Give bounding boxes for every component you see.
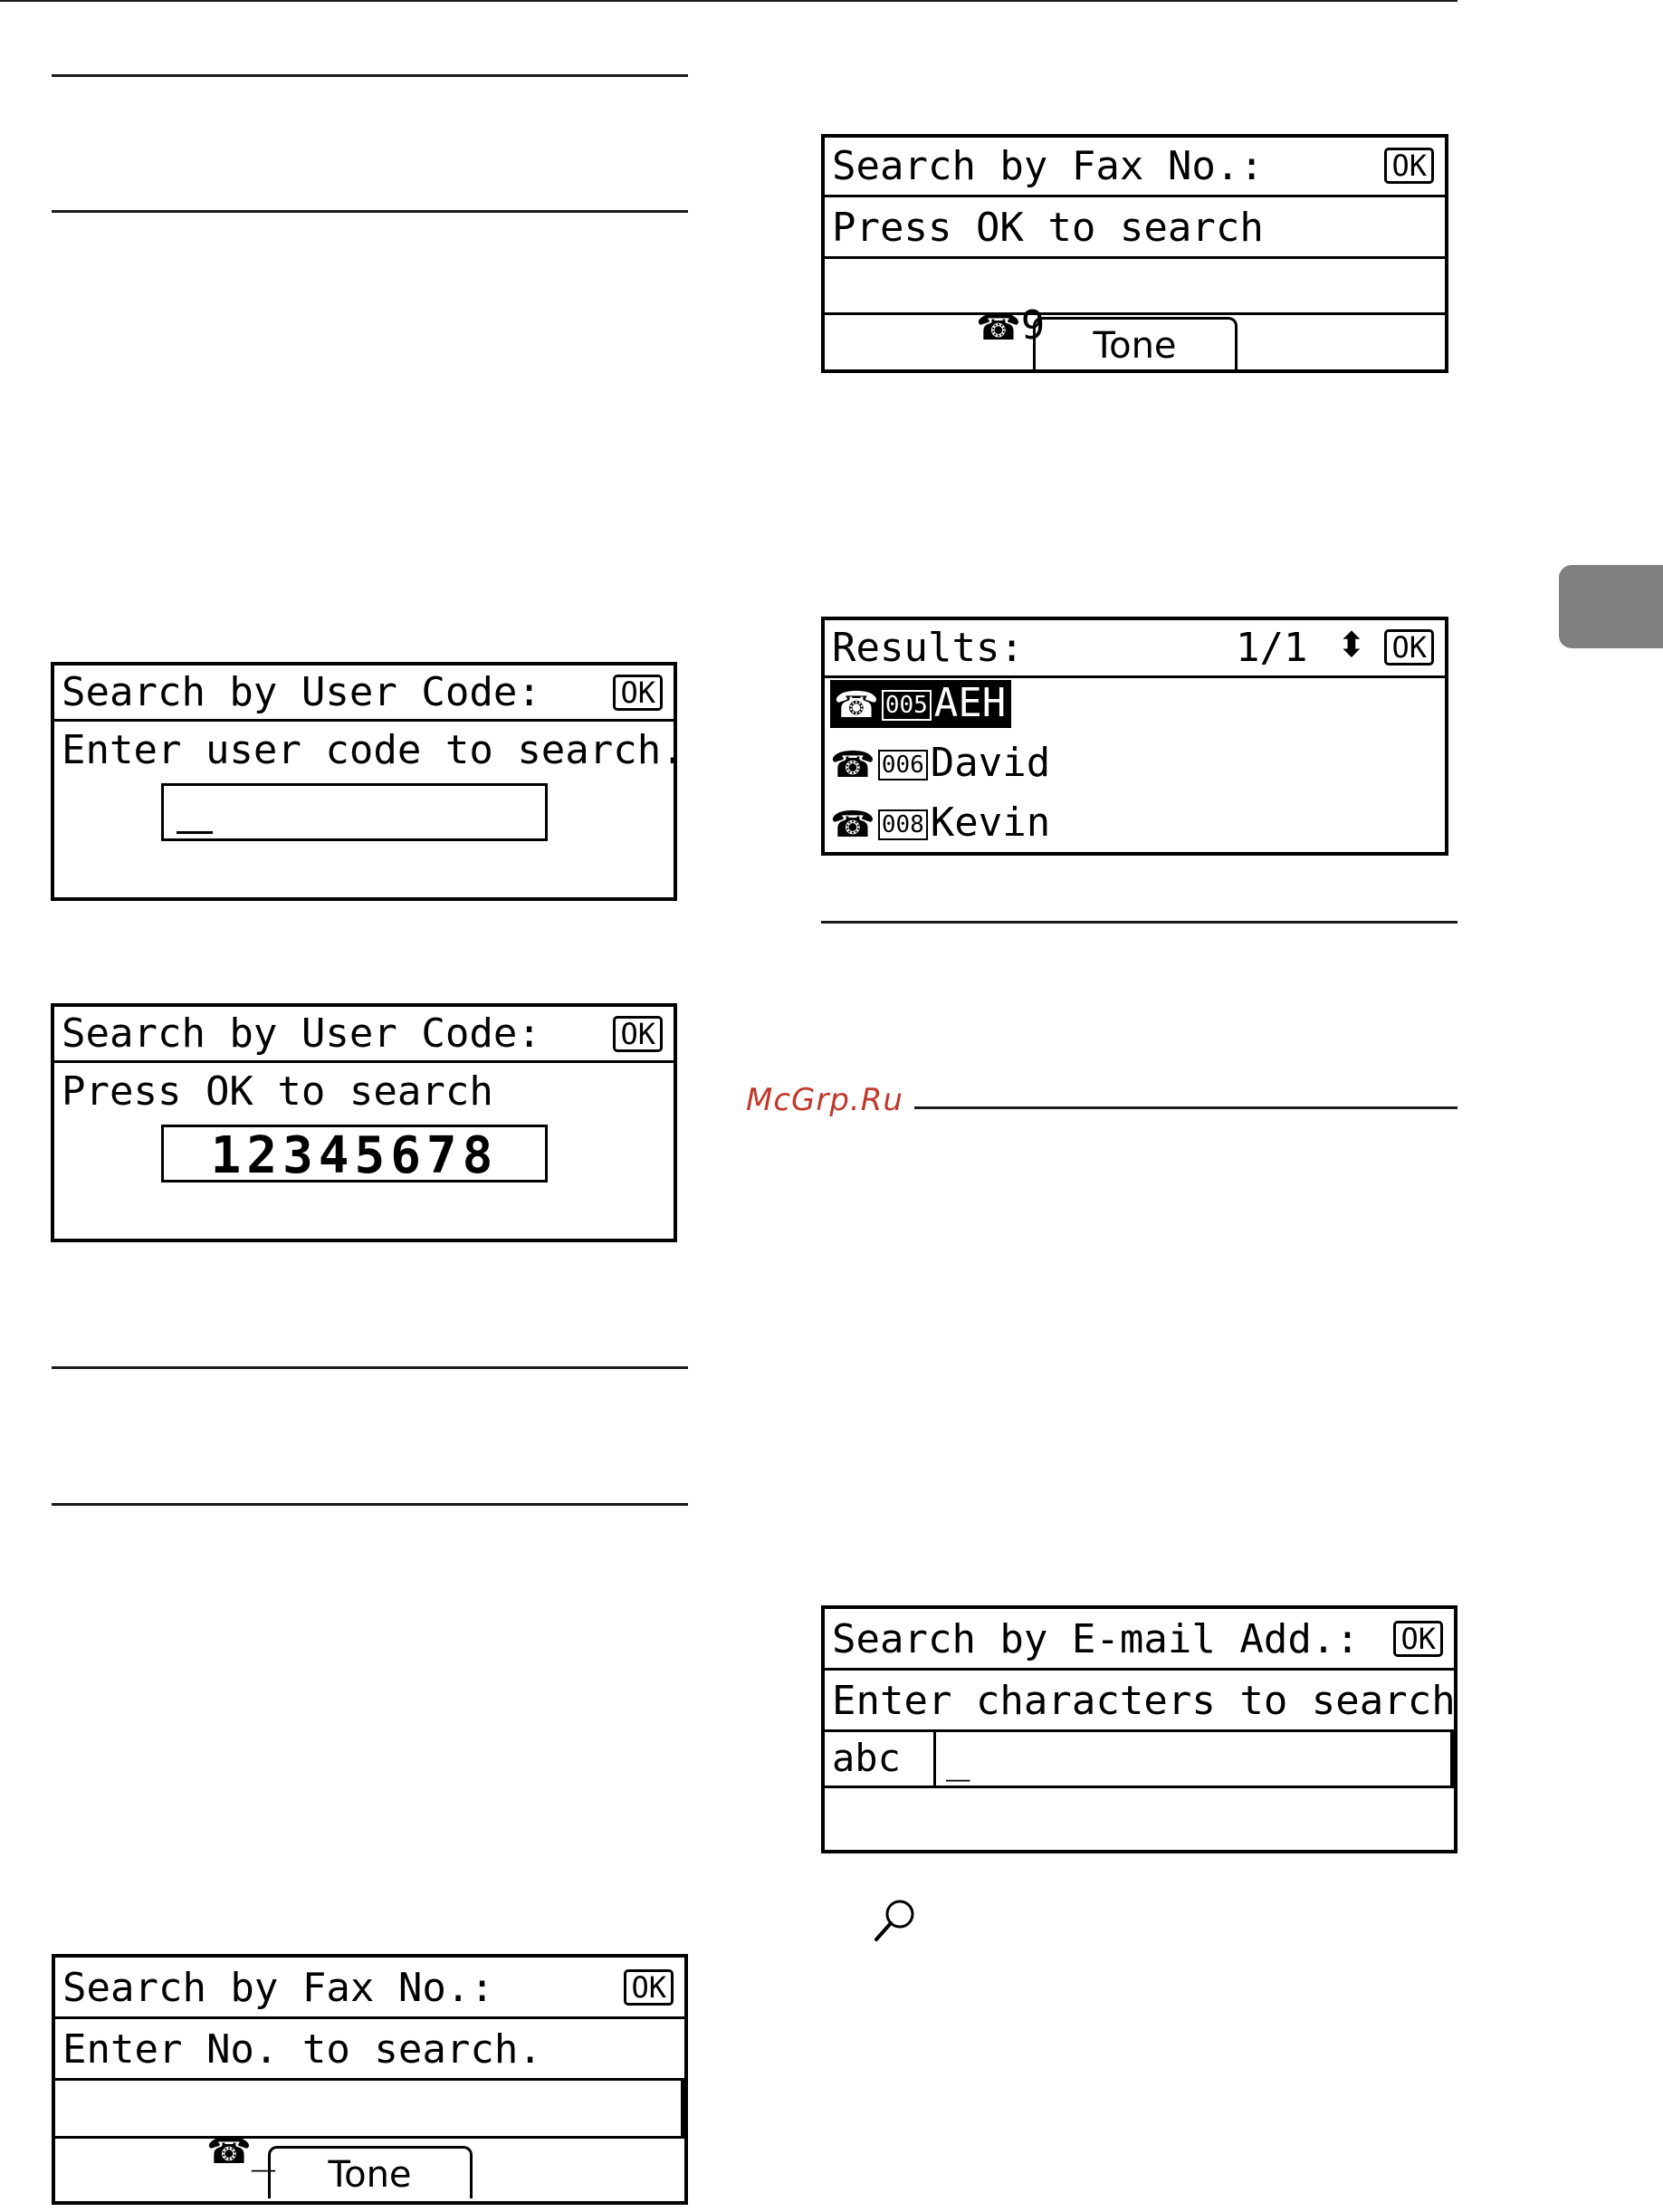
- result-code: 005: [882, 690, 932, 721]
- lcd-title-row: [55, 1958, 684, 2019]
- input-cursor: _: [251, 2126, 276, 2172]
- lcd-button-row: [55, 2139, 684, 2198]
- lcd-user-code-enter: [51, 662, 685, 901]
- lcd-title: Search by User Code:: [62, 669, 541, 715]
- result-name: David: [930, 740, 1051, 786]
- ok-button[interactable]: OK: [624, 1969, 674, 2006]
- lcd-title: Search by Fax No.:: [832, 143, 1264, 189]
- result-item[interactable]: [830, 800, 1051, 846]
- tone-button[interactable]: Tone: [1033, 317, 1238, 369]
- result-item[interactable]: [830, 740, 1051, 786]
- lcd-title-row: [825, 1609, 1454, 1671]
- lcd-prompt-row: [825, 1671, 1454, 1732]
- mode-divider: [933, 1732, 936, 1786]
- ok-button[interactable]: OK: [1384, 629, 1434, 666]
- input-mode-label[interactable]: abc: [832, 1736, 901, 1780]
- lcd-email: [821, 1605, 1458, 1853]
- lcd-title: Results:: [832, 625, 1024, 671]
- input-cursor: [177, 831, 213, 834]
- lcd-title: Search by Fax No.:: [62, 1965, 494, 2011]
- lcd-fax-enter: [52, 1954, 688, 2205]
- lcd-title: Search by User Code:: [62, 1010, 541, 1057]
- section-rule: [52, 74, 688, 77]
- lcd-prompt: Press OK to search: [832, 205, 1264, 251]
- lcd-user-code-press: [51, 1003, 677, 1242]
- lcd-body-row: [54, 1063, 674, 1239]
- lcd-results: [821, 617, 1448, 856]
- phone-icon: ☎: [205, 2131, 252, 2172]
- magnifier-icon: [871, 1894, 922, 1945]
- up-down-arrow-icon[interactable]: ⬍: [1337, 625, 1366, 665]
- fax-number-input[interactable]: [55, 2081, 684, 2172]
- lcd-prompt: Enter user code to search.: [62, 727, 685, 773]
- result-name: Kevin: [930, 800, 1051, 846]
- lcd-empty-row: [825, 1788, 1454, 1850]
- ok-button[interactable]: OK: [1384, 148, 1434, 184]
- chapter-tab: [1559, 565, 1663, 648]
- result-code: 006: [878, 750, 928, 780]
- phone-icon: ☎: [834, 685, 879, 726]
- ok-button[interactable]: OK: [613, 1016, 663, 1052]
- lcd-title-row: [825, 620, 1445, 678]
- ok-button[interactable]: OK: [1393, 1621, 1443, 1657]
- phone-icon: ☎: [975, 307, 1021, 349]
- user-code-input[interactable]: [161, 1125, 548, 1183]
- section-rule: [52, 1366, 688, 1369]
- lcd-title-row: [54, 666, 674, 722]
- lcd-prompt-row: [55, 2019, 684, 2081]
- user-code-input[interactable]: [161, 783, 548, 841]
- section-rule: [52, 210, 688, 213]
- email-input[interactable]: _: [946, 1736, 970, 1782]
- result-item[interactable]: [830, 680, 1011, 726]
- section-rule: [914, 1106, 1458, 1109]
- lcd-title: Search by E-mail Add.:: [832, 1616, 1360, 1662]
- lcd-prompt: Enter characters to search: [832, 1678, 1456, 1724]
- lcd-prompt-row: [825, 197, 1445, 259]
- page-indicator: 1/1: [1236, 625, 1308, 671]
- top-rule: [0, 0, 1458, 2]
- section-rule: [52, 1503, 688, 1506]
- user-code-value: 12345678: [210, 1126, 499, 1185]
- lcd-title-row: [825, 138, 1445, 197]
- result-code: 008: [878, 809, 928, 840]
- results-list: [825, 678, 1445, 852]
- section-rule: [821, 921, 1458, 924]
- lcd-prompt: Press OK to search: [62, 1068, 493, 1115]
- email-input-row: [825, 1732, 1454, 1788]
- ok-button[interactable]: OK: [613, 675, 663, 711]
- result-name: AEH: [933, 680, 1007, 726]
- fax-number-value: 9: [1020, 302, 1046, 349]
- lcd-prompt: Enter No. to search.: [62, 2026, 542, 2073]
- lcd-button-row: [825, 315, 1445, 369]
- watermark: McGrp.Ru: [746, 1082, 903, 1118]
- phone-icon: ☎: [830, 804, 875, 846]
- lcd-body-row: [54, 722, 685, 897]
- phone-icon: ☎: [830, 744, 875, 786]
- lcd-fax-press: [821, 134, 1448, 373]
- tone-button[interactable]: Tone: [268, 2146, 473, 2198]
- lcd-title-row: [54, 1007, 674, 1063]
